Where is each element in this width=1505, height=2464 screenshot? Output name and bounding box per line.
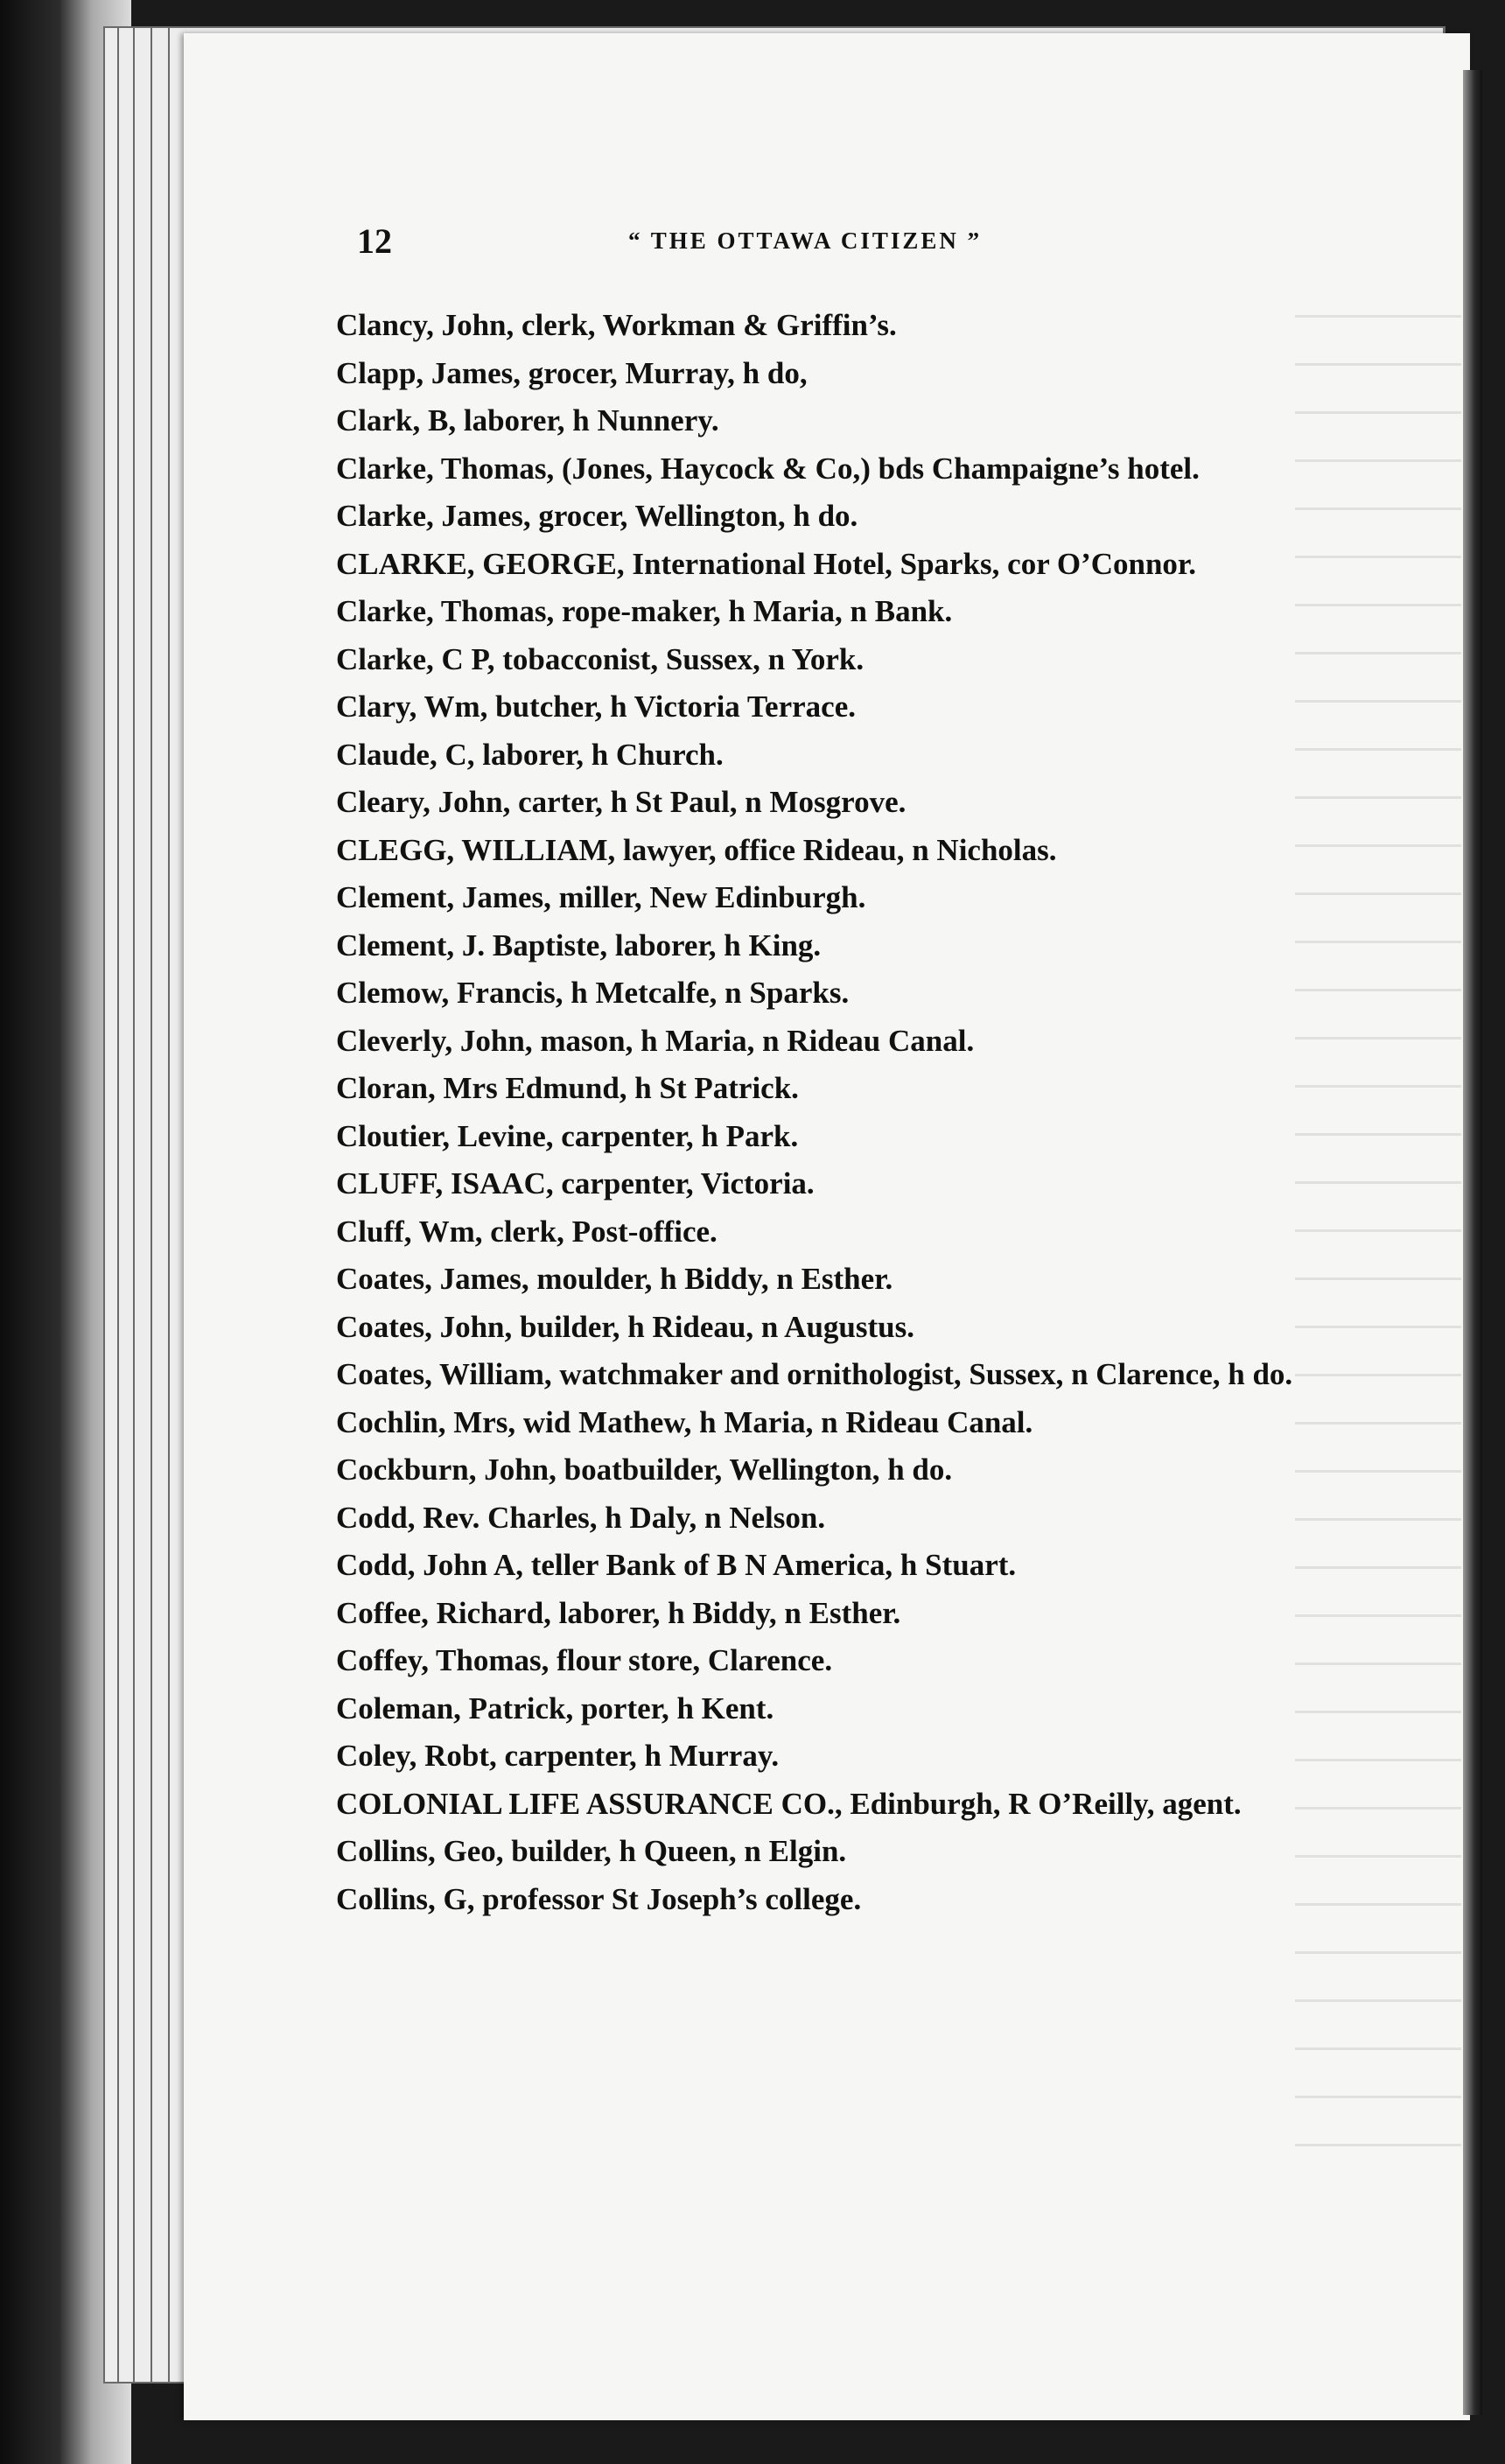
directory-entry: Coffey, Thomas, flour store, Clarence. [336,1643,833,1677]
directory-entry: Cleary, John, carter, h St Paul, n Mosgrove. [336,785,906,819]
directory-entry: Coates, John, builder, h Rideau, n Augustus. [336,1309,915,1344]
directory-entry: Clary, Wm, butcher, h Victoria Terrace. [336,690,856,724]
directory-entry: Cochlin, Mrs, wid Mathew, h Maria, n Rideau Canal. [336,1404,1033,1439]
directory-entry: Cloutier, Levine, carpenter, h Park. [336,1118,799,1153]
directory-entry: Cluff, Wm, clerk, Post-office. [336,1214,718,1249]
directory-entry: CLARKE, GEORGE, International Hotel, Sparks, cor O’Connor. [336,546,1197,581]
directory-entry: Cleverly, John, mason, h Maria, n Rideau Canal. [336,1023,975,1058]
directory-entry: Collins, Geo, builder, h Queen, n Elgin. [336,1834,847,1868]
directory-entry: Clarke, Thomas, (Jones, Haycock & Co,) bds Champaigne’s hotel. [336,451,1200,486]
directory-entry: Clarke, C P, tobacconist, Sussex, n York. [336,641,864,676]
running-title: “ THE OTTAWA CITIZEN ” [628,228,983,254]
directory-entry: CLUFF, ISAAC, carpenter, Victoria. [336,1166,815,1200]
directory-entry: Coates, James, moulder, h Biddy, n Esther. [336,1262,893,1296]
directory-entry: Clapp, James, grocer, Murray, h do, [336,355,808,390]
directory-entry: Coates, William, watchmaker and ornithologist, Sussex, n Clarence, h do. [336,1357,1293,1391]
directory-entry: Coffee, Richard, laborer, h Biddy, n Esther. [336,1595,901,1630]
directory-entry: Coleman, Patrick, porter, h Kent. [336,1690,774,1726]
directory-entry: Coley, Robt, carpenter, h Murray. [336,1739,780,1773]
directory-entry: Cloran, Mrs Edmund, h St Patrick. [336,1071,799,1105]
page-right-edge [1463,70,1482,2415]
directory-entry: Clancy, John, clerk, Workman & Griffin’s. [336,308,897,342]
directory-entry: Clark, B, laborer, h Nunnery. [336,403,719,438]
directory-entry: COLONIAL LIFE ASSURANCE CO., Edinburgh, R O’Reilly, agent. [336,1786,1242,1821]
directory-entry: Clarke, James, grocer, Wellington, h do. [336,499,858,533]
directory-entry: Collins, G, professor St Joseph’s college. [336,1881,862,1916]
directory-entry: Claude, C, laborer, h Church. [336,737,724,772]
page-header [357,220,1022,273]
directory-entry: Clement, James, miller, New Edinburgh. [336,880,866,914]
directory-entry: Clement, J. Baptiste, laborer, h King. [336,928,822,962]
directory-entry: Clemow, Francis, h Metcalfe, n Sparks. [336,976,850,1010]
directory-entry: Cockburn, John, boatbuilder, Wellington, h do. [336,1452,953,1487]
directory-entry: Clarke, Thomas, rope-maker, h Maria, n Bank. [336,594,953,628]
directory-entry: Codd, John A, teller Bank of B N America, h Stuart. [336,1548,1017,1582]
page-number: 12 [357,221,392,261]
directory-entry: Codd, Rev. Charles, h Daly, n Nelson. [336,1500,826,1535]
directory-entries [326,302,1323,1923]
directory-entry: CLEGG, WILLIAM, lawyer, office Rideau, n Nicholas. [336,832,1057,867]
